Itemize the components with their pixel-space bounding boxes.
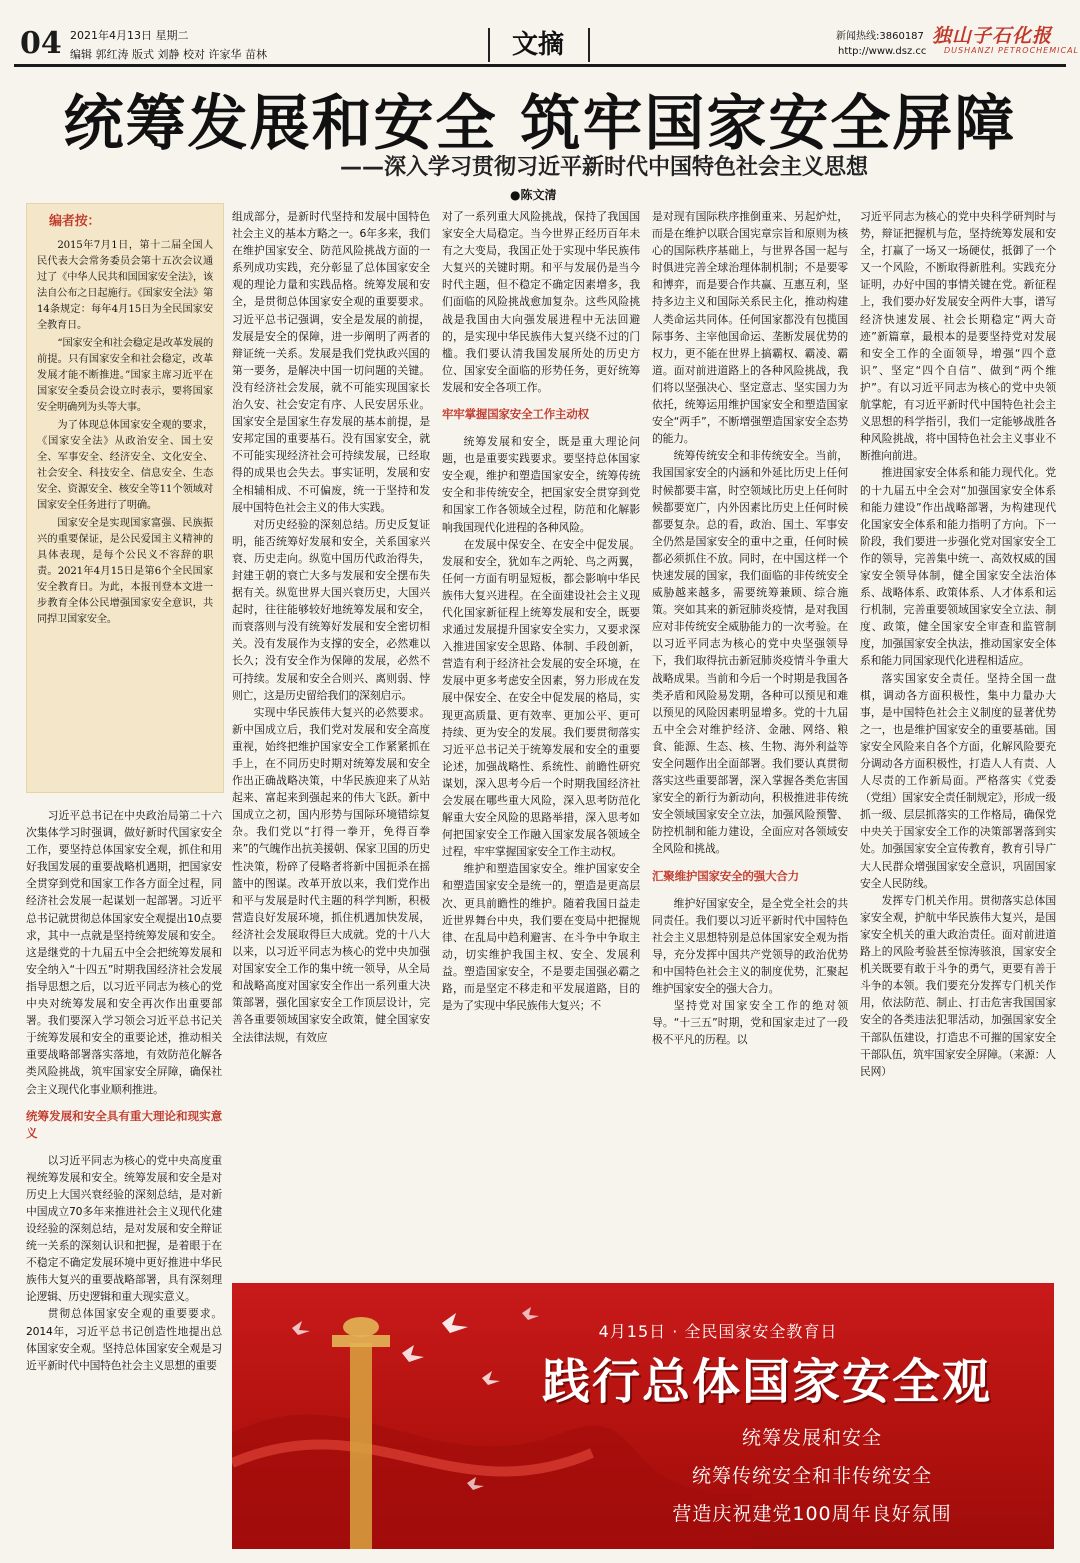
staff-credits: 编辑 郭红涛 版式 刘静 校对 许家华 苗林 bbox=[70, 48, 267, 61]
header-rule bbox=[14, 64, 1066, 67]
body-paragraph: 统筹发展和安全，既是重大理论问题，也是重要实践要求。要坚持总体国家安全观，维护和塑造国家安全，统筹传统安全和非传统安全，把国家安全贯穿到党和国家工作各领域全过程，防范和化解影响我国现代化进程的各种风险。 bbox=[442, 435, 640, 534]
website-url[interactable]: http://www.dsz.cc bbox=[838, 46, 927, 57]
body-paragraph: 以习近平同志为核心的党中央高度重视统筹发展和安全。统筹发展和安全是对历史上大国兴衰经验的深刻总结，是对新中国成立70多年来推进社会主义现代化建设经验的深刻总结，是对发展和安全辩证统一关系的深刻认识和把握，是着眼于在不稳定不确定发展环境中更好推进中华民族伟大复兴的重要战略部署，具有深刻理论逻辑、历史逻辑和重大现实意义。 bbox=[26, 1153, 222, 1304]
banner-title: 践行总体国家安全观 bbox=[542, 1354, 993, 1410]
banner-slogan-3: 营造庆祝建党100周年良好氛围 bbox=[672, 1503, 952, 1525]
body-paragraph: 实现中华民族伟大复兴的必然要求。新中国成立后，我们党对发展和安全高度重视，始终把维护国家安全工作紧紧抓在手上，在不同历史时期对统筹发展和安全作出正确战略决策，中华民族迎来了从站起来、富起来到强起来的伟大飞跃。新中国成立之初，国内形势与国际环境错综复杂。我们党以“打得一拳开，免得百拳来”的气魄作出抗美援朝、保家卫国的历史性决策，粉碎了侵略者将新中国扼杀在摇篮中的图谋。改革开放以来，我们党作出和平与发展是时代主题的科学判断，积极营造良好发展环境，抓住机遇加快发展，经济社会发展取得巨大成就。党的十八大以来，以习近平同志为核心的党中央加强对国家安全工作的集中统一领导，从全局和战略高度对国家安全作出一系列重大决策部署，强化国家安全工作顶层设计，完善各重要领域国家安全政策，健全国家安全法律法规，有效应 bbox=[232, 705, 430, 1044]
article-subtitle: ——深入学习贯彻习近平新时代中国特色社会主义思想 bbox=[340, 155, 869, 180]
article-author: ●陈文清 bbox=[510, 188, 557, 202]
body-paragraph: 习近平同志为核心的党中央科学研判时与势，辩证把握机与危，坚持统筹发展和安全，打赢了一场又一场硬仗，抵御了一个又一个风险，不断取得新胜利。实践充分证明，办好中国的事情关键在党。新征程上，我们要办好发展安全两件大事，谱写经济快速发展、社会长期稳定“两大奇迹”新篇章，最根本的是要坚持党对发展和安全工作的全面领导，增强“四个意识”、坚定“四个自信”、做到“两个维护”。有以习近平同志为核心的党中央领航掌舵，有习近平新时代中国特色社会主义思想的科学指引，我们一定能够战胜各种风险挑战，将中国特色社会主义事业不断推向前进。 bbox=[860, 210, 1056, 463]
body-paragraph: 统筹传统安全和非传统安全。当前，我国国家安全的内涵和外延比历史上任何时候都要丰富，时空领域比历史上任何时候都要宽广，内外因素比历史上任何时候都要复杂。总的看，政治、国土、军事安全仍然是国家安全的重中之重，任何时候都必须抓住不放。同时，在中国这样一个快速发展的国家，我们面临的非传统安全威胁越来越多，需要统筹兼顾、综合施策。突如其来的新冠肺炎疫情，是对我国应对非传统安全威胁能力的一次考验。在以习近平同志为核心的党中央坚强领导下，我们取得抗击新冠肺炎疫情斗争重大战略成果。当前和今后一个时期是我国各类矛盾和风险易发期，各种可以预见和难以预见的风险因素明显增多。党的十九届五中全会对维护经济、金融、网络、粮食、能源、生态、核、生物、海外利益等安全问题作出全面部署。我们要认真贯彻落实这些重要部署，深入掌握各类危害国家安全的新行为新动向，积极推进非传统安全领域国家安全立法，加强风险预警、防控机制和能力建设，全面应对各领域安全风险和挑战。 bbox=[652, 449, 848, 856]
article-column-1 bbox=[26, 807, 222, 1545]
newspaper-masthead: 独山子石化报 bbox=[932, 25, 1053, 47]
body-paragraph: 对历史经验的深刻总结。历史反复证明，能否统筹好发展和安全，关系国家兴衰、历史走向。纵览中国历代政治得失，封建王朝的衰亡大多与发展和安全摆布失据有关。纵览世界大国兴衰历史，大国兴起时，往往能够较好地统筹发展和安全，而衰落则与没有统筹好发展和安全密切相关。没有发展作为支撑的安全，必然难以长久；没有安全作为保障的发展，必然不可持续。发展和安全合则兴、离则弱、悖则亡，这是历史留给我们的深刻启示。 bbox=[232, 517, 430, 702]
issue-date: 2021年4月13日 星期二 bbox=[70, 29, 189, 42]
article-column-4 bbox=[652, 208, 848, 1268]
editor-note-box bbox=[26, 203, 224, 793]
body-paragraph: 落实国家安全责任。坚持全国一盘棋，调动各方面积极性，集中力量办大事，是中国特色社会主义制度的显著优势之一，也是维护国家安全的重要基础。国家安全风险来自各个方面，化解风险要充分调动各方面积极性，打造人人有责、人人尽责的工作新局面。严格落实《党委（党组）国家安全责任制规定》，形成一级抓一级、层层抓落实的工作格局，确保党中央关于国家安全工作的决策部署落到实处。加强国家安全宣传教育，教育引导广大人民群众增强国家安全意识，巩固国家安全人民防线。 bbox=[860, 671, 1056, 890]
article-title: 统筹发展和安全 筑牢国家安全屏障 bbox=[63, 89, 1017, 159]
body-paragraph: 发挥专门机关作用。贯彻落实总体国家安全观，护航中华民族伟大复兴，是国家安全机关的重大政治责任。面对前进道路上的风险考验甚至惊涛骇浪，国家安全机关既要有敢于斗争的勇气，更要有善于斗争的本领。我们要充分发挥专门机关作用，依法防范、制止、打击危害我国国家安全的各类违法犯罪活动，加强国家安全干部队伍建设，打造忠不可摧的国家安全干部队伍，筑牢国家安全屏障。（来源：人民网） bbox=[860, 893, 1056, 1078]
editor-note-paragraph: 为了体现总体国家安全观的要求，《国家安全法》从政治安全、国土安全、军事安全、经济安全、文化安全、社会安全、科技安全、信息安全、生态安全、资源安全、核安全等11个领域对国家安全任务进行了明确。 bbox=[37, 420, 213, 511]
editor-note-title: 编者按： bbox=[49, 214, 101, 229]
page-header bbox=[0, 0, 1080, 70]
masthead-subtitle: DUSHANZI PETROCHEMICAL bbox=[944, 46, 1080, 55]
page-number: 04 bbox=[20, 26, 62, 61]
body-paragraph: 组成部分，是新时代坚持和发展中国特色社会主义的基本方略之一。6年多来，我们在维护国家安全、防范风险挑战方面的一系列成功实践，充分彰显了总体国家安全观的理论力量和实践品格。统筹发展和安全，是贯彻总体国家安全观的重要要求。习近平总书记强调，安全是发展的前提，发展是安全的保障，进一步阐明了两者的辩证统一关系。发展是我们党执政兴国的第一要务，是解决中国一切问题的关键。没有经济社会发展，就不可能实现国家长治久安、社会安定有序、人民安居乐业。国家安全是国家生存发展的基本前提，是安邦定国的重要基石。没有国家安全，就不可能实现经济社会可持续发展，已经取得的成果也会失去。事实证明，发展和安全相辅相成、不可偏废，统一于坚持和发展中国特色社会主义的伟大实践。 bbox=[232, 210, 430, 514]
section-divider-right bbox=[588, 28, 590, 62]
banner-slogan-1: 统筹发展和安全 bbox=[741, 1427, 882, 1449]
body-paragraph: 维护和塑造国家安全。维护国家安全和塑造国家安全是统一的，塑造是更高层次、更具前瞻性的维护。随着我国日益走近世界舞台中央，我们要在变局中把握规律、在乱局中趋利避害、在斗争中争取主动，切实维护我国主权、安全、发展利益。塑造国家安全，不是要走国强必霸之路，而是坚定不移走和平发展道路，目的是为了实现中华民族伟大复兴；不 bbox=[442, 862, 640, 1013]
body-paragraph: 维护好国家安全，是全党全社会的共同责任。我们要以习近平新时代中国特色社会主义思想特别是总体国家安全观为指导，充分发挥中国共产党领导的政治优势和中国特色社会主义的制度优势，汇聚起维护国家安全的强大合力。 bbox=[652, 896, 848, 996]
news-hotline: 新闻热线:3860187 bbox=[836, 31, 924, 42]
banner-date-line: 4月15日 · 全民国家安全教育日 bbox=[598, 1322, 838, 1341]
body-paragraph: 推进国家安全体系和能力现代化。党的十九届五中全会对“加强国家安全体系和能力建设”作出战略部署，为构建现代化国家安全体系和能力指明了方向。下一阶段，我们要进一步强化党对国家安全工作的领导，完善集中统一、高效权威的国家安全领导体制，健全国家安全法治体系、战略体系、政策体系、人才体系和运行机制，完善重要领域国家安全立法、制度、政策，健全国家安全审查和监管制度，加强国家安全执法，推动国家安全体系和能力同国家现代化进程相适应。 bbox=[860, 466, 1056, 668]
section-heading: 统筹发展和安全具有重大理论和现实意义 bbox=[26, 1108, 222, 1140]
article-column-2 bbox=[232, 208, 430, 1268]
body-paragraph: 贯彻总体国家安全观的重要要求。2014年，习近平总书记创造性地提出总体国家安全观。坚持总体国家安全观是习近平新时代中国特色社会主义思想的重要 bbox=[26, 1307, 222, 1372]
body-paragraph: 在发展中保安全、在安全中促发展。发展和安全，犹如车之两轮、鸟之两翼，任何一方面有明显短板，都会影响中华民族伟大复兴进程。在全面建设社会主义现代化国家新征程上统筹发展和安全，既要求通过发展提升国家安全实力，又要求深入推进国家安全思路、体制、手段创新，营造有利于经济社会发展的安全环境，在发展中更多考虑安全因素，努力形成在发展中保安全、在安全中促发展的格局，实现更高质量、更有效率、更加公平、更可持续、更为安全的发展。我们要贯彻落实习近平总书记关于统筹发展和安全的重要论述，加强战略性、系统性、前瞻性研究谋划，深入思考今后一个时期我国经济社会发展在哪些重大风险，深入思考防范化解重大安全风险的思路举措，深入思考如何把国家安全工作融入国家发展各领域全过程，牢牢掌握国家安全工作主动权。 bbox=[442, 537, 640, 859]
article-column-5 bbox=[860, 208, 1056, 1268]
section-title: 文摘 bbox=[511, 30, 564, 60]
banner-slogan-2: 统筹传统安全和非传统安全 bbox=[691, 1465, 932, 1487]
section-heading: 汇聚维护国家安全的强大合力 bbox=[652, 868, 799, 883]
section-heading: 牢牢掌握国家安全工作主动权 bbox=[442, 407, 589, 422]
security-day-banner bbox=[232, 1283, 1054, 1549]
editor-note-paragraph: 国家安全是实现国家富强、民族振兴的重要保证，是公民爱国主义精神的具体表现，是每个公民义不容辞的职责。2021年4月15日是第6个全民国家安全教育日。为此，本报刊登本文进一步教育全体公民增强国家安全意识，共同捍卫国家安全。 bbox=[37, 518, 213, 625]
body-paragraph: 是对现有国际秩序推倒重来、另起炉灶，而是在维护以联合国宪章宗旨和原则为核心的国际秩序基础上，与世界各国一起与时俱进完善全球治理体制机制；不是要零和博弈，而是要合作共赢、互惠互利，坚持多边主义和国际关系民主化，推动构建人类命运共同体。任何国家都没有包揽国际事务、主宰他国命运、垄断发展优势的权力，更不能在世界上搞霸权、霸凌、霸道。面对前进道路上的各种风险挑战，我们将以坚强决心、坚定意志、坚实国力为依托，统筹运用维护国家安全和塑造国家安全“两手”，不断增强塑造国家安全态势的能力。 bbox=[652, 210, 848, 446]
body-paragraph: 坚持党对国家安全工作的绝对领导。“十三五”时期，党和国家走过了一段极不平凡的历程。以 bbox=[652, 999, 848, 1047]
body-paragraph: 对了一系列重大风险挑战，保持了我国国家安全大局稳定。当今世界正经历百年未有之大变局，我国正处于实现中华民族伟大复兴的关键时期。和平与发展仍是当今时代主题，但不稳定不确定因素增多，我们面临的风险挑战愈加复杂。这些风险挑战是我国由大向强发展进程中无法回避的，是实现中华民族伟大复兴绕不过的门槛。我们要认清我国发展所处的历史方位、国家安全面临的形势任务，更好统筹发展和安全各项工作。 bbox=[442, 210, 640, 394]
editor-note-paragraph: 2015年7月1日，第十二届全国人民代表大会常务委员会第十五次会议通过了《中华人民共和国国家安全法》，该法自公布之日起施行。《国家安全法》第14条规定：每年4月15日为全民国家安全教育日。 bbox=[37, 240, 213, 331]
editor-note-paragraph: “国家安全和社会稳定是改革发展的前提。只有国家安全和社会稳定，改革发展才能不断推进。”国家主席习近平在国家安全委员会设立时表示，要将国家安全明确列为头等大事。 bbox=[37, 338, 213, 413]
article-column-3 bbox=[442, 208, 640, 1268]
body-paragraph: 习近平总书记在中央政治局第二十六次集体学习时强调，做好新时代国家安全工作，要坚持总体国家安全观，抓住和用好我国发展的重要战略机遇期，把国家安全贯穿到党和国家工作各方面全过程，同经济社会发展一起谋划一起部署。习近平总书记就贯彻总体国家安全观提出10点要求，其中一点就是坚持统筹发展和安全。这是继党的十九届五中全会把统筹发展和安全纳入“十四五”时期我国经济社会发展指导思想之后，以习近平同志为核心的党中央对统筹发展和安全再次作出重要部署。我们要深入学习领会习近平总书记关于统筹发展和安全的重要论述，推动相关重要战略部署落实落地，有效防范化解各类风险挑战，筑牢国家安全屏障，确保社会主义现代化事业顺利推进。 bbox=[26, 809, 222, 1096]
